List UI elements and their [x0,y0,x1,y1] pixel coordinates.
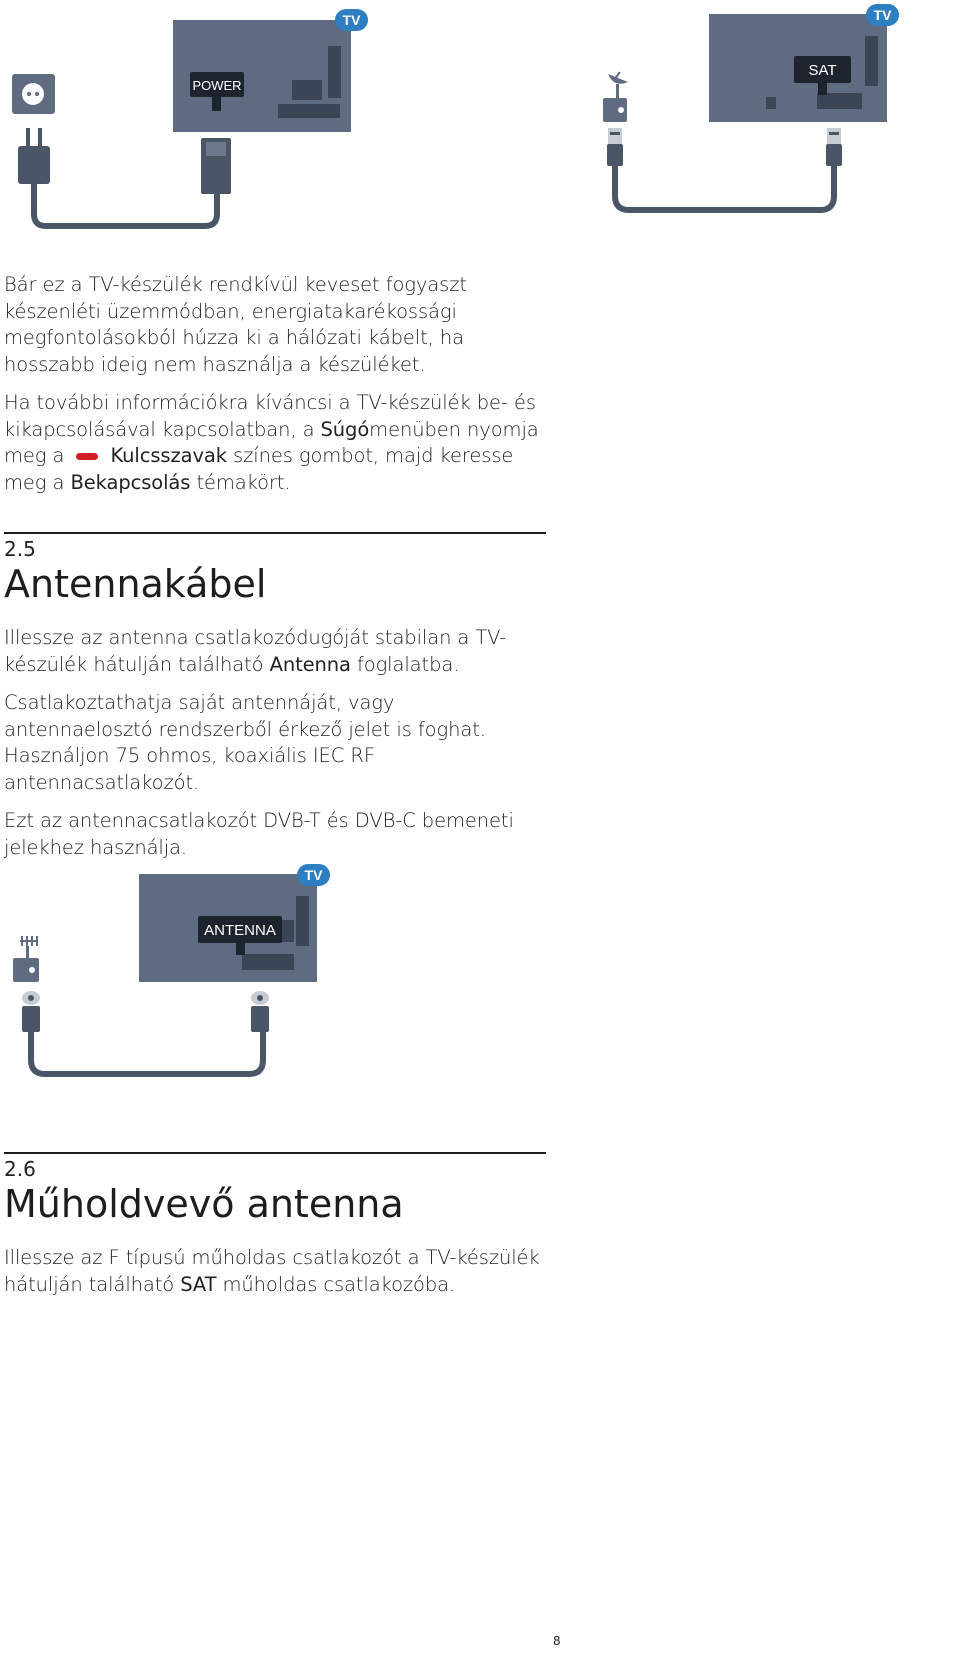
f-connector-icon [826,128,842,166]
antenna-paragraph-3: Ezt az antennacsatlakozót DVB-T és DVB-C bemeneti jelekhez használja. [4,809,514,859]
section-body [4,625,544,873]
section-body [4,1245,544,1310]
tv-badge-label: TV [342,12,361,28]
antenna-port-label: ANTENNA [204,922,276,939]
satellite-paragraph: Illessze az F típusú műholdas csatlakozót a TV-készülék hátulján található SAT műholdas csatlakozóba. [4,1246,540,1296]
section-divider [4,1152,546,1154]
section-title: Antennakábel [4,562,267,606]
f-connector-icon [607,128,623,166]
red-key-icon [76,453,98,460]
mains-plug-icon [18,146,50,184]
section-title: Műholdvevő antenna [4,1182,404,1226]
sat-port-label: SAT [808,62,837,79]
help-paragraph: Ha további információkra kíváncsi a TV-készülék be- és kikapcsolásával kapcsolatban, a Súgómenüben nyomja meg a Kulcsszavak színes gombot, majd keresse meg a Bekapcsolás témakört. [4,391,539,494]
coax-connector-icon [22,991,40,1032]
satellite-dish-icon [608,72,628,98]
standby-paragraph: Bár ez a TV-készülék rendkívül keveset fogyaszt készenléti üzemmódban, energiatakarékossági megfontolásokból húzza ki a hálózati kábelt, ha hosszabb ideig nem használja a készüléket. [4,273,467,376]
satellite-connection-illustration [590,0,960,240]
section-number: 2.5 [4,537,36,561]
power-connection-illustration [0,0,380,240]
power-port-label: POWER [192,78,242,93]
intro-text [4,272,544,508]
tv-badge-label: TV [873,7,892,23]
aerial-antenna-icon [20,936,38,958]
coax-connector-icon [251,991,269,1032]
antenna-paragraph-2: Csatlakoztathatja saját antennáját, vagy antennaelosztó rendszerből érkező jelet is foghat. Használjon 75 ohmos, koaxiális IEC RF antennacsatlakozót. [4,691,486,794]
wall-antenna-socket-icon [13,958,39,982]
section-divider [4,532,546,534]
page-number: 8 [553,1634,561,1648]
antenna-paragraph-1: Illessze az antenna csatlakozódugóját stabilan a TV-készülék hátulján található Antenna foglalatba. [4,626,507,676]
antenna-connection-illustration [0,860,360,1090]
section-number: 2.6 [4,1157,36,1181]
tv-badge-label: TV [304,867,323,883]
